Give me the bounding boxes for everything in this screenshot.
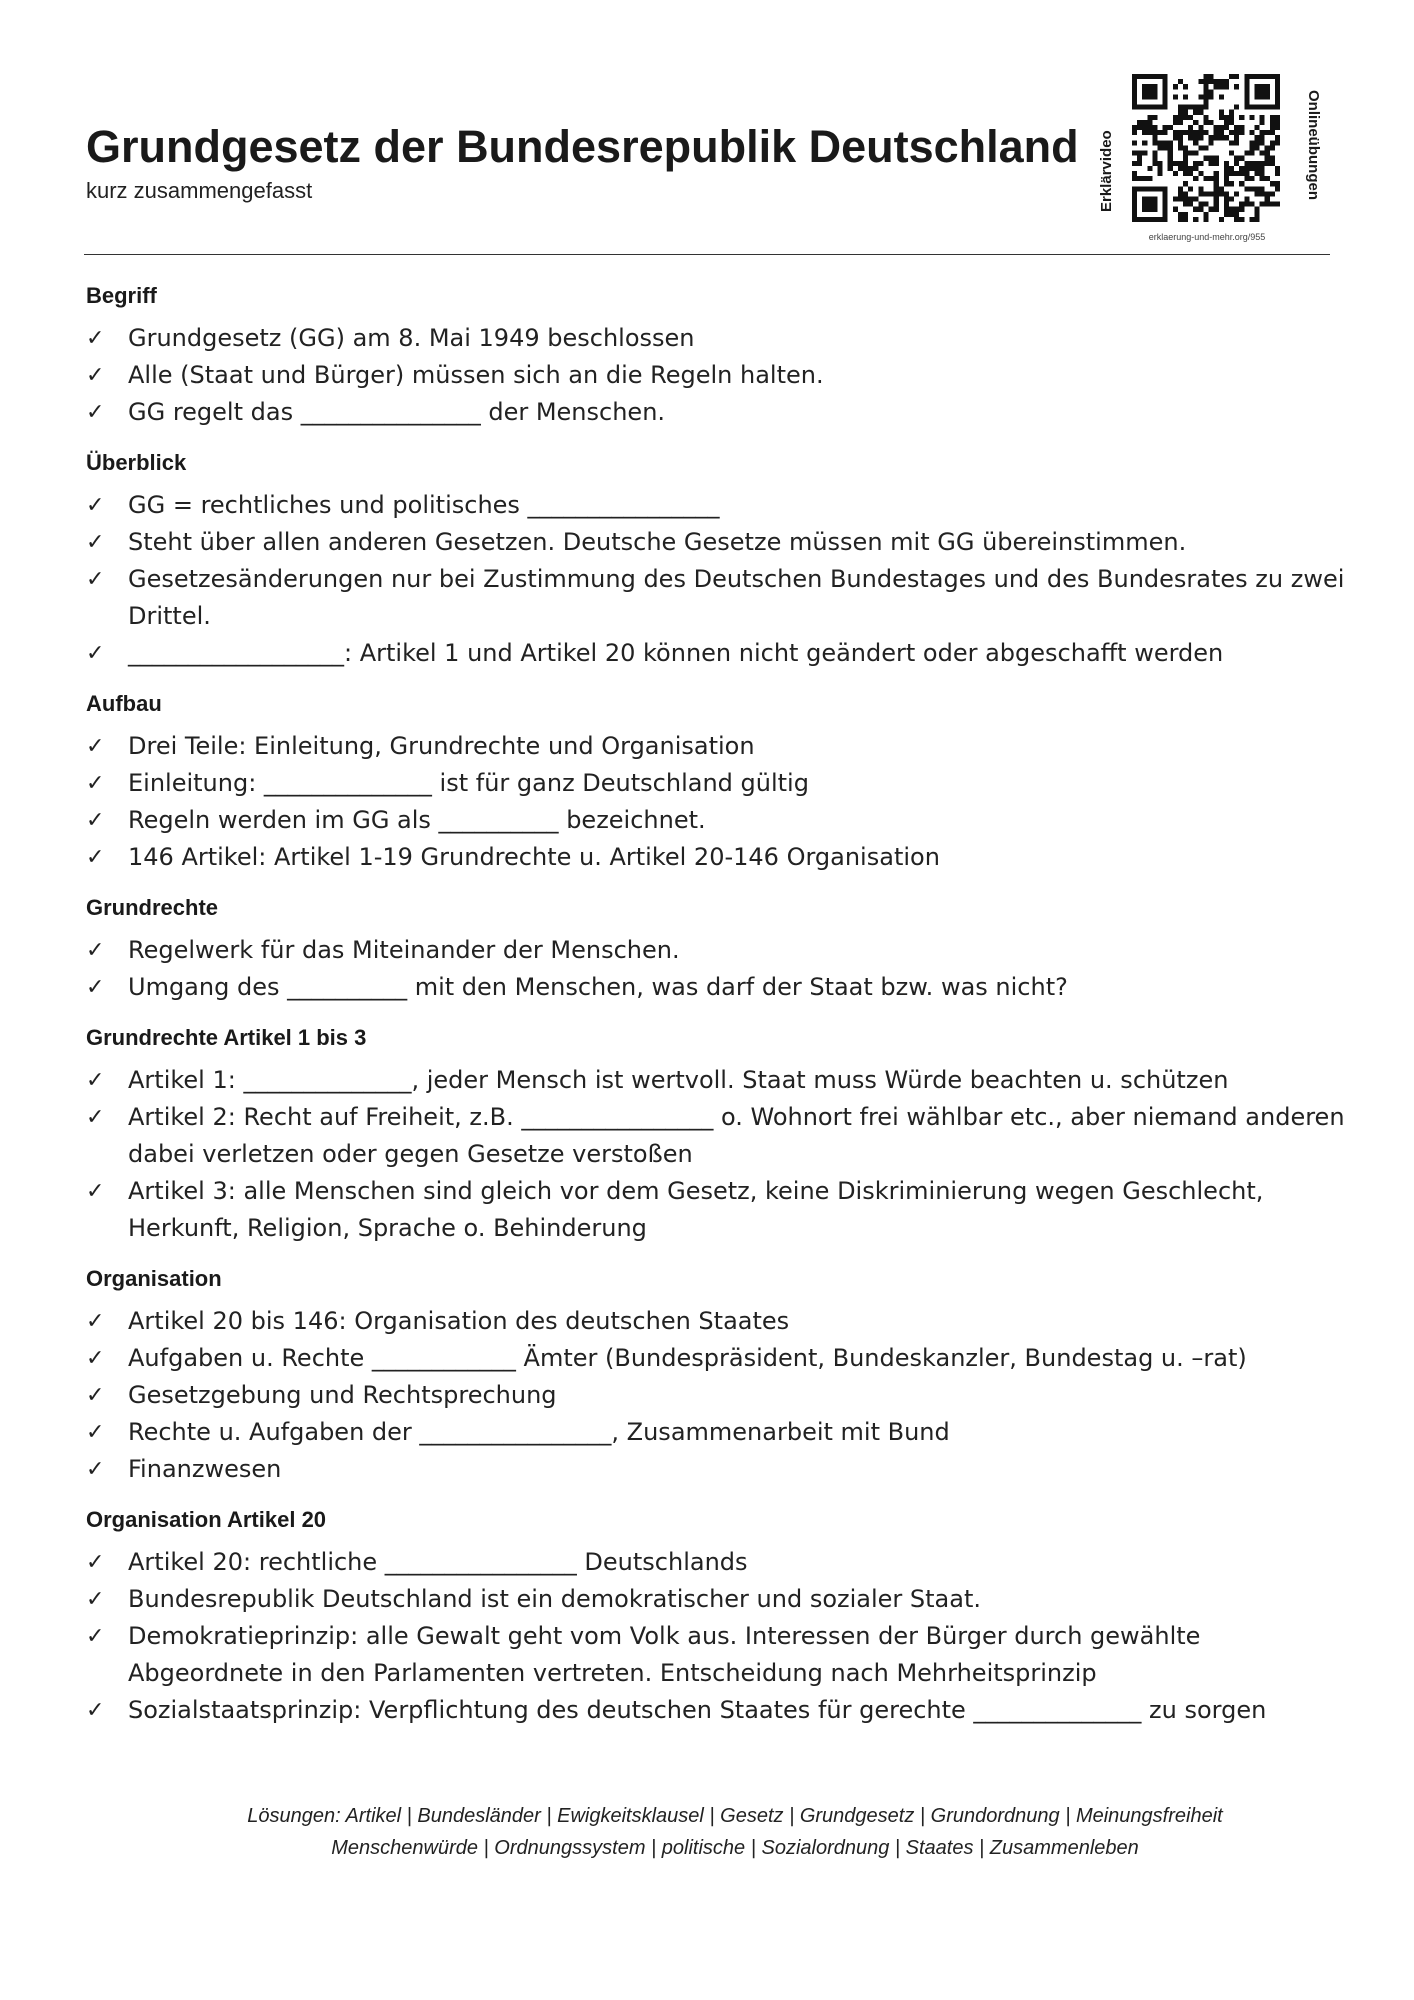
checklist-item [86, 765, 1346, 802]
checkmark-icon: ✓ [86, 530, 105, 555]
online-exercises-label: Onlineübungen [1305, 90, 1322, 200]
section-7 [86, 1502, 1346, 1729]
header [86, 120, 1086, 206]
checkmark-icon: ✓ [86, 326, 105, 351]
checkmark-icon: ✓ [86, 1383, 105, 1408]
checklist-item [86, 969, 1346, 1006]
checklist-item-text: Gesetzesänderungen nur bei Zustimmung des Deutschen Bundestages und des Bundesrates zu zwei Drittel. [128, 565, 1345, 630]
checkmark-icon: ✓ [86, 567, 105, 592]
qr-url-caption: erklaerung-und-mehr.org/955 [1148, 232, 1266, 242]
checkmark-icon: ✓ [86, 1457, 105, 1482]
checklist-item-text: Steht über allen anderen Gesetzen. Deutsche Gesetze müssen mit GG übereinstimmen. [128, 528, 1187, 556]
checkmark-icon: ✓ [86, 363, 105, 388]
worksheet-content [86, 278, 1346, 1743]
checklist-item-text: Sozialstaatsprinzip: Verpflichtung des deutschen Staates für gerechte ______________ zu sorgen [128, 1696, 1267, 1724]
checklist-item-text: Artikel 2: Recht auf Freiheit, z.B. ________________ o. Wohnort frei wählbar etc., aber niemand anderen dabei verletzen oder gegen Gesetze verstoßen [128, 1103, 1345, 1168]
checklist-item-text: Finanzwesen [128, 1455, 282, 1483]
checklist-item-text: Bundesrepublik Deutschland ist ein demokratischer und sozialer Staat. [128, 1585, 982, 1613]
section-3 [86, 686, 1346, 876]
checklist-item-text: Regeln werden im GG als __________ bezeichnet. [128, 806, 706, 834]
checklist-item [86, 1303, 1346, 1340]
section-1 [86, 278, 1346, 431]
checklist-item [86, 1377, 1346, 1414]
checklist-item-text: __________________: Artikel 1 und Artikel 20 können nicht geändert oder abgeschafft werden [128, 639, 1224, 667]
checklist [86, 320, 1346, 431]
checklist [86, 487, 1346, 672]
checkmark-icon: ✓ [86, 400, 105, 425]
checklist-item-text: GG = rechtliches und politisches ________________ [128, 491, 720, 519]
checklist-item [86, 524, 1346, 561]
checklist-item-text: Artikel 20 bis 146: Organisation des deutschen Staates [128, 1307, 790, 1335]
checkmark-icon: ✓ [86, 975, 105, 1000]
section-2 [86, 445, 1346, 672]
section-6 [86, 1261, 1346, 1488]
checklist-item [86, 1414, 1346, 1451]
checklist-item [86, 1340, 1346, 1377]
checklist-item [86, 635, 1346, 672]
checkmark-icon: ✓ [86, 493, 105, 518]
checklist-item-text: Rechte u. Aufgaben der ________________, Zusammenarbeit mit Bund [128, 1418, 950, 1446]
checkmark-icon: ✓ [86, 1698, 105, 1723]
section-title: Grundrechte [86, 895, 219, 920]
checklist-item-text: Drei Teile: Einleitung, Grundrechte und Organisation [128, 732, 755, 760]
checklist-item-text: Grundgesetz (GG) am 8. Mai 1949 beschlossen [128, 324, 695, 352]
checklist-item [86, 357, 1346, 394]
checkmark-icon: ✓ [86, 641, 105, 666]
section-title: Aufbau [86, 691, 162, 716]
checklist-item-text: Aufgaben u. Rechte ____________ Ämter (Bundespräsident, Bundeskanzler, Bundestag u. –rat) [128, 1344, 1247, 1372]
checklist [86, 1062, 1346, 1247]
page-subtitle: kurz zusammengefasst [86, 178, 313, 203]
section-title: Organisation Artikel 20 [86, 1507, 327, 1532]
checkmark-icon: ✓ [86, 1587, 105, 1612]
checklist-item-text: Einleitung: ______________ ist für ganz Deutschland gültig [128, 769, 809, 797]
checklist-item [86, 320, 1346, 357]
checklist-item [86, 1581, 1346, 1618]
checklist-item [86, 1692, 1346, 1729]
checklist-item-text: Gesetzgebung und Rechtsprechung [128, 1381, 557, 1409]
checklist-item-text: Artikel 3: alle Menschen sind gleich vor dem Gesetz, keine Diskriminierung wegen Geschlecht, Herkunft, Religion, Sprache o. Behinderung [128, 1177, 1264, 1242]
checklist-item-text: GG regelt das _______________ der Menschen. [128, 398, 666, 426]
checklist-item [86, 802, 1346, 839]
explainer-video-label: Erklärvideo [1098, 130, 1115, 212]
checkmark-icon: ✓ [86, 771, 105, 796]
checklist-item-text: 146 Artikel: Artikel 1-19 Grundrechte u. Artikel 20-146 Organisation [128, 843, 940, 871]
checklist-item [86, 728, 1346, 765]
checklist-item [86, 561, 1346, 635]
checklist-item [86, 1451, 1346, 1488]
checklist [86, 932, 1346, 1006]
checklist-item-text: Regelwerk für das Miteinander der Menschen. [128, 936, 680, 964]
qr-code-image[interactable] [1132, 74, 1280, 222]
solutions-footer [160, 1800, 1310, 1864]
checklist-item-text: Demokratieprinzip: alle Gewalt geht vom Volk aus. Interessen der Bürger durch gewählte Abgeordnete in den Parlamenten vertreten. Entscheidung nach Mehrheitsprinzip [128, 1622, 1201, 1687]
checklist-item [86, 1544, 1346, 1581]
checklist [86, 1544, 1346, 1729]
checkmark-icon: ✓ [86, 1309, 105, 1334]
checkmark-icon: ✓ [86, 1068, 105, 1093]
checkmark-icon: ✓ [86, 1624, 105, 1649]
checklist-item [86, 839, 1346, 876]
checklist-item [86, 1062, 1346, 1099]
section-title: Überblick [86, 450, 187, 475]
solutions-line-2: Menschenwürde | Ordnungssystem | politische | Sozialordnung | Staates | Zusammenleben [331, 1837, 1139, 1859]
checkmark-icon: ✓ [86, 1420, 105, 1445]
checkmark-icon: ✓ [86, 808, 105, 833]
solutions-line-1: Lösungen: Artikel | Bundesländer | Ewigkeitsklausel | Gesetz | Grundgesetz | Grundordnung | Meinungsfreiheit [247, 1805, 1223, 1827]
checklist-item [86, 487, 1346, 524]
checkmark-icon: ✓ [86, 1179, 105, 1204]
qr-code-block [1090, 66, 1330, 266]
checkmark-icon: ✓ [86, 1550, 105, 1575]
header-divider [84, 254, 1330, 255]
checklist-item-text: Artikel 20: rechtliche ________________ Deutschlands [128, 1548, 748, 1576]
checklist-item [86, 394, 1346, 431]
checklist [86, 1303, 1346, 1488]
checklist-item [86, 1173, 1346, 1247]
checklist-item-text: Artikel 1: ______________, jeder Mensch ist wertvoll. Staat muss Würde beachten u. schützen [128, 1066, 1229, 1094]
section-title: Organisation [86, 1266, 222, 1291]
section-4 [86, 890, 1346, 1006]
checklist-item [86, 1099, 1346, 1173]
checkmark-icon: ✓ [86, 1105, 105, 1130]
checklist [86, 728, 1346, 876]
section-title: Begriff [86, 283, 157, 308]
section-title: Grundrechte Artikel 1 bis 3 [86, 1025, 367, 1050]
checklist-item-text: Umgang des __________ mit den Menschen, was darf der Staat bzw. was nicht? [128, 973, 1068, 1001]
page-title: Grundgesetz der Bundesrepublik Deutschland [86, 121, 1079, 172]
checklist-item-text: Alle (Staat und Bürger) müssen sich an die Regeln halten. [128, 361, 824, 389]
section-5 [86, 1020, 1346, 1247]
checkmark-icon: ✓ [86, 845, 105, 870]
checklist-item [86, 1618, 1346, 1692]
checkmark-icon: ✓ [86, 734, 105, 759]
checkmark-icon: ✓ [86, 938, 105, 963]
checklist-item [86, 932, 1346, 969]
checkmark-icon: ✓ [86, 1346, 105, 1371]
